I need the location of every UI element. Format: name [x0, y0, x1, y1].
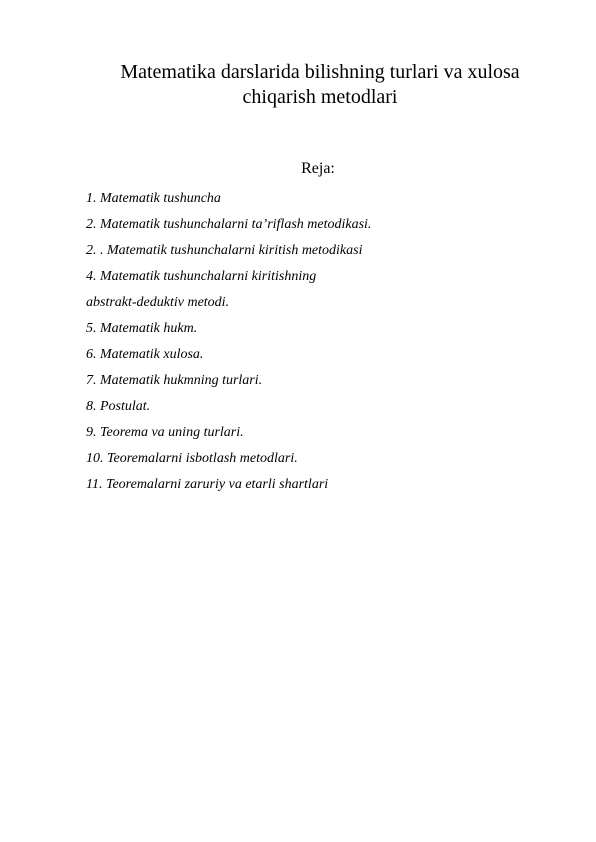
plan-item: 4. Matematik tushunchalarni kiritishning	[86, 269, 317, 284]
plan-item: 11. Teoremalarni zaruriy va etarli shartlari	[86, 477, 329, 492]
plan-item: 10. Teoremalarni isbotlash metodlari.	[86, 451, 298, 466]
plan-heading: Reja:	[301, 160, 335, 177]
document-title	[90, 60, 550, 110]
plan-item: 7. Matematik hukmning turlari.	[86, 373, 263, 388]
plan-item: 2. Matematik tushunchalarni ta’riflash metodikasi.	[86, 217, 372, 232]
plan-item-continuation: abstrakt-deduktiv metodi.	[86, 295, 230, 310]
plan-item: 9. Teorema va uning turlari.	[86, 425, 244, 440]
plan-item: 6. Matematik xulosa.	[86, 347, 204, 362]
plan-item: 2. . Matematik tushunchalarni kiritish metodikasi	[86, 243, 363, 258]
plan-list	[86, 189, 556, 501]
plan-item: 5. Matematik hukm.	[86, 321, 198, 336]
document-title-line-1: Matematika darslarida bilishning turlari va xulosa	[120, 61, 520, 83]
plan-item: 1. Matematik tushuncha	[86, 191, 221, 206]
plan-item: 8. Postulat.	[86, 399, 151, 414]
document-title-line-2: chiqarish metodlari	[242, 86, 398, 108]
